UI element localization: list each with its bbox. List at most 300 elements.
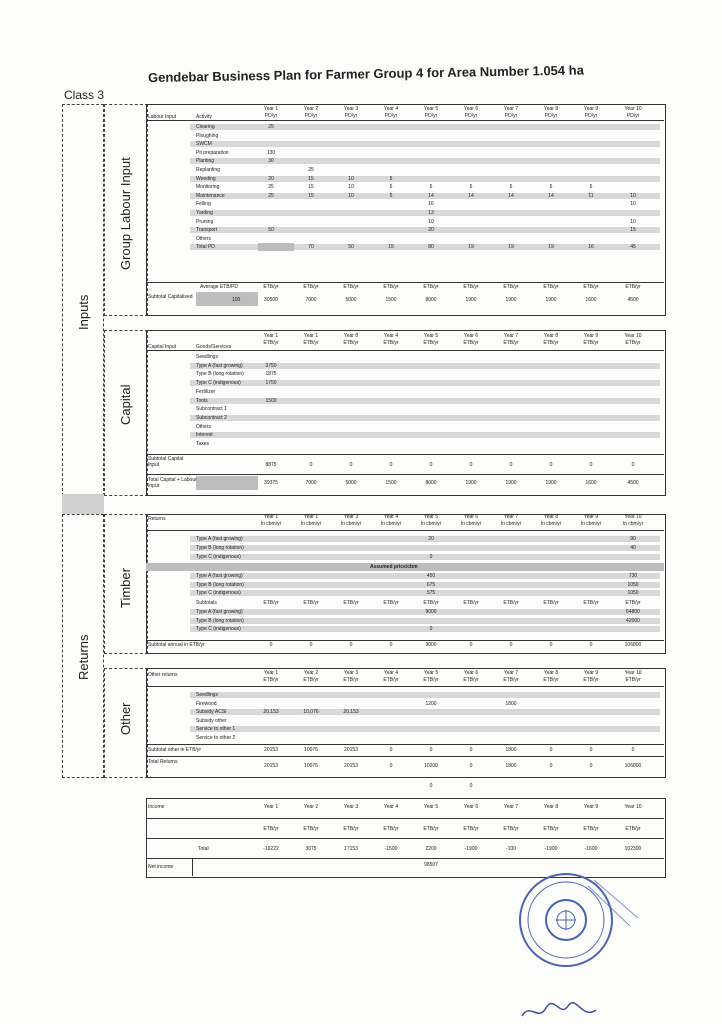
etb-unit: ETB/yr (343, 600, 359, 606)
total-capital-value: 1500 (385, 480, 397, 486)
labour-input-header: Labour Input (148, 114, 177, 120)
year-header: Year 8 (543, 333, 559, 339)
other-subtotal-value: 0 (589, 747, 593, 753)
price-band-label: Assumed price/cbm (370, 564, 418, 570)
year-header: Year 1 (263, 670, 279, 676)
year-header: Year 6 (463, 514, 479, 520)
timber-price: 575 (426, 590, 436, 596)
subtotal-capitalised-label: Subtotal Capitalised (148, 294, 193, 300)
avg-value: 100 (232, 297, 241, 303)
row-divider (146, 282, 664, 283)
etb-unit: ETB/yr (343, 284, 359, 290)
labour-cell: 30 (268, 158, 274, 165)
capital-subtotal-value: 0 (631, 462, 635, 468)
year-header: Year 10 (624, 514, 642, 520)
timber-cbm-cell: 90 (630, 536, 636, 542)
labour-cell: 25 (308, 167, 314, 173)
labour-cell: 5 (549, 184, 553, 191)
year-header: Year 8 (343, 333, 359, 339)
year-unit: In cbm/yr (260, 521, 282, 527)
labour-cell: 50 (348, 244, 354, 251)
year-header: Year 8 (543, 804, 559, 810)
year-unit: ETB/yr (343, 677, 359, 683)
year-header: Year 6 (463, 670, 479, 676)
other-item-label: Firewood (196, 700, 217, 707)
timber-etb-cell: 0 (429, 626, 433, 632)
year-unit: PD/yr (424, 113, 438, 119)
row-divider (146, 474, 664, 475)
labour-cell: 5 (429, 184, 433, 191)
year-header: Year 5 (423, 804, 439, 810)
labour-cell: 10 (630, 218, 636, 225)
below-value: 0 (429, 783, 433, 789)
year-header: Year 6 (463, 333, 479, 339)
labour-cell: 15 (308, 184, 314, 191)
goods-services-header: Goods/Services (196, 344, 232, 350)
subtotal-value: 5000 (345, 297, 357, 303)
capital-subtotal-label: Subtotal Capital Input (148, 456, 184, 468)
labour-cell: 25 (268, 192, 274, 199)
timber-price-y10: 1050 (627, 581, 639, 588)
avg-etb-label: Average ETB/PD (200, 284, 238, 290)
etb-unit: ETB/yr (463, 600, 479, 606)
labour-cell: 14 (508, 192, 514, 199)
etb-unit: ETB/yr (543, 600, 559, 606)
capital-cell: 1500 (265, 397, 277, 404)
year-unit: PD/yr (584, 113, 598, 119)
timber-price-y10: 1050 (627, 590, 639, 596)
labour-cell: 5 (509, 184, 513, 191)
timber-subtotal-value: 0 (389, 642, 393, 648)
capital-item-label: Interest (196, 432, 213, 439)
row-shade (190, 432, 660, 438)
timber-price-y10: 730 (628, 573, 638, 579)
timber-subtotal-value: 9000 (425, 642, 437, 648)
year-unit: ETB/yr (463, 340, 479, 346)
labour-cell: 10 (630, 201, 636, 208)
labour-cell: 16 (428, 201, 434, 208)
other-subtotal-value: 20153 (264, 747, 278, 753)
year-unit: ETB/yr (625, 677, 641, 683)
returns-header: Returns (148, 516, 166, 522)
activity-header: Activity (196, 114, 212, 120)
other-label: Other (118, 702, 133, 735)
year-header: Year 1 (303, 514, 319, 520)
timber-subtotal-label: Subtotal annual in ETB/yr (148, 642, 205, 648)
other-subtotal-value: 0 (631, 747, 635, 753)
activity-label: Pruning (196, 218, 214, 225)
income-total-value: 102300 (624, 846, 642, 852)
net-income-value: 98507 (424, 862, 438, 868)
labour-cell: 19 (548, 244, 554, 251)
capital-subtotal-value: 0 (349, 462, 353, 468)
subtotal-value: 1900 (545, 297, 557, 303)
year-unit: ETB/yr (303, 340, 319, 346)
year-unit: ETB/yr (625, 340, 641, 346)
year-header: Year 1 (263, 804, 279, 810)
row-divider (146, 858, 664, 859)
year-unit: In cbm/yr (580, 521, 602, 527)
other-item-label: Subsidy other (196, 717, 227, 724)
year-unit: ETB/yr (263, 340, 279, 346)
activity-label: Total PD (196, 244, 215, 251)
other-subtotal-value: 20153 (344, 747, 358, 753)
capital-item-label: Subcontract 2 (196, 414, 227, 421)
labour-cell: 45 (630, 244, 636, 251)
total-returns-value: 10200 (424, 763, 438, 769)
year-header: Year 10 (624, 804, 642, 810)
row-shade (190, 618, 660, 624)
page-title: Gendebar Business Plan for Farmer Group 4 for Area Number 1.054 ha (147, 62, 584, 86)
signature (520, 998, 600, 1024)
etb-unit: ETB/yr (503, 600, 519, 606)
capital-cell: 1750 (265, 380, 277, 387)
labour-cell: 10 (428, 218, 434, 225)
row-divider (146, 530, 664, 531)
activity-label: SWCM (196, 141, 212, 148)
timber-subtotal-value: 106800 (624, 642, 642, 648)
labour-cell: 5 (589, 184, 593, 191)
labour-cell: 14 (468, 192, 474, 199)
year-header: Year 10 (624, 333, 642, 339)
group-labour-label: Group Labour Input (118, 157, 133, 270)
year-unit: ETB/yr (543, 826, 559, 832)
timber-etb-cell: 64800 (626, 609, 640, 615)
subtotal-value: 8000 (425, 297, 437, 303)
year-unit: In cbm/yr (340, 521, 362, 527)
activity-label: Others (196, 235, 212, 242)
timber-etb-cell: 42000 (626, 617, 640, 624)
total-capital-value: 7000 (305, 480, 317, 486)
capital-subtotal-value: 0 (429, 462, 433, 468)
year-header: Year 4 (383, 804, 399, 810)
income-total-value: -19222 (263, 846, 279, 852)
year-header: Year 5 (423, 670, 439, 676)
capital-input-header: Capital Input (148, 344, 177, 350)
year-unit: ETB/yr (383, 677, 399, 683)
row-divider (146, 686, 664, 687)
year-unit: ETB/yr (383, 340, 399, 346)
labour-cell: 15 (308, 192, 314, 199)
total-capital-value: 5000 (345, 480, 357, 486)
income-total-value: -1900 (464, 846, 478, 852)
labour-cell: 11 (588, 192, 594, 199)
labour-cell: 130 (266, 149, 276, 156)
labour-cell: 14 (428, 192, 434, 199)
activity-label: Weeding (196, 175, 216, 182)
year-header: Year 3 (343, 804, 359, 810)
other-returns-header: Other returns (148, 672, 178, 678)
year-header: Year 10 (624, 670, 642, 676)
labour-cell: 19 (468, 244, 474, 251)
activity-label: Clearing (196, 124, 215, 130)
labour-cell: 80 (428, 244, 434, 251)
total-capital-value: 39375 (264, 480, 278, 486)
labour-cell: 25 (268, 184, 274, 191)
capital-item-label: Type C (indigenous) (196, 380, 241, 387)
year-unit: In cbm/yr (460, 521, 482, 527)
year-header: Year 1 (303, 333, 319, 339)
net-income-label: Net income (148, 864, 174, 870)
total-returns-value: 1800 (505, 763, 517, 769)
class-label: Class 3 (64, 88, 105, 102)
year-header: Year 7 (503, 106, 519, 112)
other-subtotal-value: 1800 (505, 747, 517, 753)
timber-type-label: Type B (long rotation) (196, 545, 244, 551)
row-divider (146, 756, 664, 757)
timber-subtotal-value: 0 (549, 642, 553, 648)
etb-unit: ETB/yr (423, 600, 439, 606)
year-unit: ETB/yr (383, 826, 399, 832)
other-subtotal-value: 0 (549, 747, 553, 753)
total-returns-label: Total Returns (148, 759, 178, 765)
year-header: Year 7 (503, 670, 519, 676)
row-divider (146, 640, 664, 641)
other-cell: 10,076 (303, 709, 319, 716)
subtotal-value: 1600 (585, 297, 597, 303)
year-unit: ETB/yr (543, 677, 559, 683)
below-value: 0 (469, 783, 473, 789)
year-header: Year 3 (343, 514, 359, 520)
labour-cell: 50 (268, 227, 274, 234)
year-unit: In cbm/yr (380, 521, 402, 527)
other-subtotal-value: 0 (469, 747, 473, 753)
labour-cell: 5 (389, 192, 393, 199)
activity-label: Ploughing (196, 132, 219, 139)
labour-cell: 14 (548, 192, 554, 199)
total-returns-value: 0 (589, 763, 593, 769)
year-unit: ETB/yr (423, 826, 439, 832)
official-stamp (498, 866, 648, 996)
row-shade (190, 692, 660, 698)
capital-label: Capital (118, 384, 133, 425)
labour-cell: 5 (389, 175, 393, 182)
capital-subtotal-value: 0 (549, 462, 553, 468)
timber-subtotal-value: 0 (349, 642, 353, 648)
year-header: Year 3 (343, 670, 359, 676)
year-unit: ETB/yr (463, 826, 479, 832)
row-divider (146, 350, 664, 351)
timber-subtotal-value: 0 (469, 642, 473, 648)
etb-unit: ETB/yr (625, 600, 641, 606)
row-divider (146, 454, 664, 455)
year-header: Year 6 (463, 106, 479, 112)
capital-item-label: Fertilizer (196, 388, 216, 395)
timber-subtotal-value: 0 (269, 642, 273, 648)
total-capital-value: 1900 (545, 480, 557, 486)
row-shade (190, 545, 660, 551)
section-separator (62, 494, 104, 514)
year-unit: ETB/yr (263, 677, 279, 683)
timber-type-label: Type C (indigenous) (196, 554, 241, 560)
total-capital-value: 1600 (585, 480, 597, 486)
year-unit: ETB/yr (583, 340, 599, 346)
labour-cell: 10 (348, 192, 354, 199)
labour-cell: 70 (308, 244, 314, 251)
year-header: Year 1 (263, 106, 279, 112)
year-header: Year 5 (423, 514, 439, 520)
etb-unit: ETB/yr (543, 284, 559, 290)
year-header: Year 2 (303, 804, 319, 810)
row-shade (190, 415, 660, 421)
subtotal-value: 1900 (465, 297, 477, 303)
total-capital-value: 1900 (505, 480, 517, 486)
year-unit: ETB/yr (423, 340, 439, 346)
other-cell: 1200 (425, 700, 437, 707)
year-header: Year 4 (383, 333, 399, 339)
labour-cell: 16 (588, 244, 594, 251)
income-total-value: 2200 (425, 846, 437, 852)
row-divider (146, 838, 664, 839)
timber-cbm-cell: 20 (428, 536, 434, 542)
capital-subtotal-value: 8875 (265, 462, 277, 468)
year-unit: ETB/yr (343, 826, 359, 832)
subtotal-value: 30500 (264, 297, 278, 303)
etb-unit: ETB/yr (503, 284, 519, 290)
etb-unit: ETB/yr (423, 284, 439, 290)
year-unit: PD/yr (304, 113, 318, 119)
income-total-value: 17153 (344, 846, 358, 852)
year-unit: ETB/yr (463, 677, 479, 683)
year-unit: ETB/yr (503, 826, 519, 832)
other-cell: 20,153 (263, 709, 279, 716)
income-header: Income (148, 804, 165, 810)
returns-label: Returns (76, 634, 91, 680)
other-item-label: Service to other 1 (196, 726, 236, 733)
labour-cell: 10 (348, 175, 354, 182)
etb-unit: ETB/yr (625, 284, 641, 290)
timber-cbm-cell: 40 (630, 545, 636, 551)
year-unit: PD/yr (626, 113, 640, 119)
capital-cell: 3750 (265, 362, 277, 369)
activity-label: Maintenance (196, 192, 225, 199)
year-unit: In cbm/yr (540, 521, 562, 527)
year-header: Year 8 (543, 514, 559, 520)
avg-value-cell (196, 292, 258, 306)
total-capital-value: 1900 (465, 480, 477, 486)
capital-subtotal-value: 0 (389, 462, 393, 468)
inputs-label: Inputs (76, 294, 91, 330)
timber-type-label: Type A (fast growing) (196, 573, 243, 579)
total-highlight (196, 476, 258, 490)
year-unit: ETB/yr (303, 826, 319, 832)
income-total-value: -1900 (544, 846, 558, 852)
other-cell: 1800 (505, 700, 517, 707)
row-divider (146, 818, 664, 819)
timber-type-label: Type B (long rotation) (196, 581, 244, 588)
other-subtotal-value: 0 (389, 747, 393, 753)
subtotals-label: Subtotals (196, 600, 217, 606)
timber-cbm-cell: 0 (429, 554, 433, 560)
year-unit: PD/yr (464, 113, 478, 119)
income-total-label: Total (198, 846, 209, 852)
activity-label: Pit preparation (196, 149, 229, 156)
year-header: Year 2 (303, 670, 319, 676)
timber-type-label: Type B (long rotation) (196, 617, 244, 624)
labour-cell: 20 (428, 227, 434, 234)
capital-table (146, 330, 666, 496)
transport-highlight (258, 243, 294, 251)
capital-subtotal-value: 0 (509, 462, 513, 468)
year-unit: ETB/yr (423, 677, 439, 683)
capital-subtotal-value: 0 (589, 462, 593, 468)
income-total-value: -1600 (584, 846, 598, 852)
capital-item-label: Seedlings (196, 354, 218, 360)
labour-cell: 10 (348, 184, 354, 191)
year-unit: PD/yr (504, 113, 518, 119)
timber-price: 450 (426, 573, 436, 579)
capital-item-label: Tools (196, 397, 208, 404)
year-header: Year 9 (583, 106, 599, 112)
labour-cell: 13 (428, 210, 434, 216)
activity-label: Replanting (196, 167, 220, 173)
capital-item-label: Taxes (196, 441, 210, 447)
year-header: Year 1 (263, 514, 279, 520)
timber-etb-cell: 9000 (425, 609, 437, 615)
capital-cell: 1875 (265, 371, 277, 378)
year-header: Year 4 (383, 670, 399, 676)
year-unit: ETB/yr (543, 340, 559, 346)
year-header: Year 10 (624, 106, 642, 112)
activity-label: Felling (196, 201, 211, 208)
etb-unit: ETB/yr (263, 284, 279, 290)
total-returns-value: 0 (549, 763, 553, 769)
capital-item-label: Type B (long rotation) (196, 371, 244, 378)
timber-subtotal-value: 0 (509, 642, 513, 648)
year-header: Year 1 (263, 333, 279, 339)
year-unit: ETB/yr (625, 826, 641, 832)
etb-unit: ETB/yr (303, 600, 319, 606)
labour-cell: 10 (630, 192, 636, 199)
total-capital-value: 8000 (425, 480, 437, 486)
total-capital-label: Total Capital + Labour Input (148, 477, 197, 489)
year-header: Year 6 (463, 804, 479, 810)
timber-type-label: Type A (fast growing) (196, 609, 243, 615)
year-unit: In cbm/yr (420, 521, 442, 527)
labour-cell: 19 (508, 244, 514, 251)
year-unit: ETB/yr (503, 340, 519, 346)
year-unit: PD/yr (344, 113, 358, 119)
row-divider (146, 120, 664, 121)
year-header: Year 2 (303, 106, 319, 112)
labour-cell: 5 (469, 184, 473, 191)
labour-cell: 15 (630, 227, 636, 234)
etb-unit: ETB/yr (383, 284, 399, 290)
year-header: Year 9 (583, 804, 599, 810)
year-header: Year 7 (503, 514, 519, 520)
capital-item-label: Subcontract 1 (196, 406, 227, 413)
income-total-value: -1500 (384, 846, 398, 852)
income-total-value: -100 (505, 846, 516, 852)
subtotal-value: 4500 (627, 297, 639, 303)
other-subtotal-value: 0 (429, 747, 433, 753)
etb-unit: ETB/yr (583, 600, 599, 606)
timber-type-label: Type C (indigenous) (196, 590, 241, 596)
etb-unit: ETB/yr (383, 600, 399, 606)
activity-label: Transport (196, 227, 218, 234)
year-header: Year 4 (383, 106, 399, 112)
year-unit: ETB/yr (343, 340, 359, 346)
total-returns-value: 20153 (344, 763, 358, 769)
subtotal-value: 1500 (385, 297, 397, 303)
other-cell: 20,153 (343, 709, 359, 716)
total-returns-value: 106800 (624, 763, 642, 769)
subtotal-value: 7000 (305, 297, 317, 303)
year-unit: PD/yr (384, 113, 398, 119)
total-capital-value: 4500 (627, 480, 639, 486)
other-subtotal-value: 10076 (304, 747, 318, 753)
year-unit: ETB/yr (583, 677, 599, 683)
